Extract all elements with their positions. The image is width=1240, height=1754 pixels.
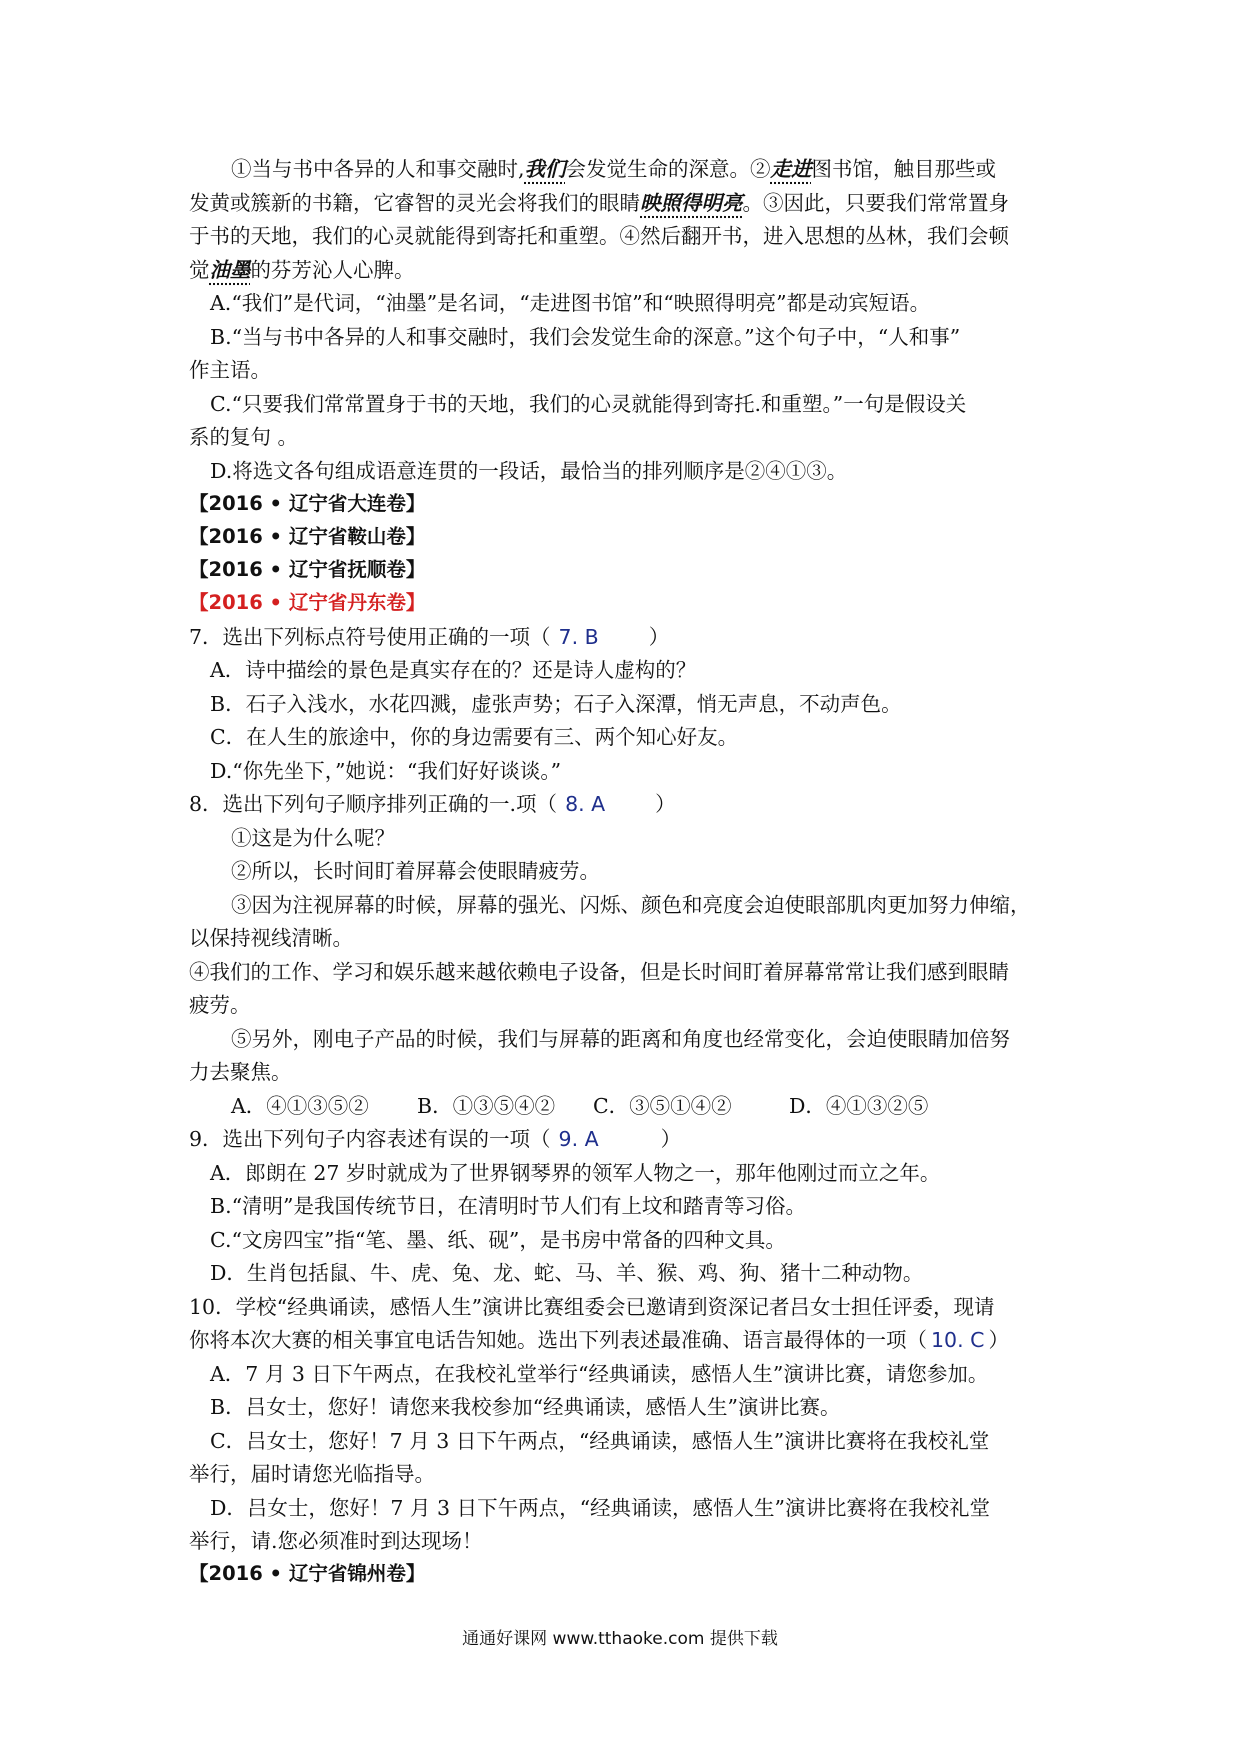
q8-sentence-1: ①这是为什么呢？ [231, 826, 395, 850]
q8-sentence-5-cont: 力去聚焦。 [189, 1060, 292, 1084]
q8-sentence-4: ④我们的工作、学习和娱乐越来越依赖电子设备，但是长时间盯着屏幕常常让我们感到眼睛 [189, 960, 1009, 984]
q10-option-b: B．吕女士，您好！请您来我校参加“经典诵读，感悟人生”演讲比赛。 [210, 1395, 841, 1419]
q10-stem-1: 10．学校“经典诵读，感悟人生”演讲比赛组委会已邀请到资深记者吕女士担任评委，现请 [189, 1295, 995, 1319]
passage-option-d: D.将选文各句组成语意连贯的一段话，最恰当的排列顺序是②④①③。 [210, 459, 848, 483]
q8-sentence-5: ⑤另外，刚电子产品的时候，我们与屏幕的距离和角度也经常变化，会迫使眼睛加倍努 [231, 1027, 1010, 1051]
q8-option-c: C．③⑤①④② [593, 1094, 732, 1118]
header-jinzhou: 【2016 • 辽宁省锦州卷】 [189, 1562, 426, 1585]
page-footer: 通通好课网 www.tthaoke.com 提供下载 [462, 1629, 778, 1649]
passage-option-b: B.“当与书中各异的人和事交融时，我们会发觉生命的深意。”这个句子中，“人和事” [210, 325, 961, 349]
passage-line-3: 于书的天地，我们的心灵就能得到寄托和重塑。④然后翻开书，进入思想的丛林，我们会顿 [189, 224, 1009, 248]
q7-stem: 7．选出下列标点符号使用正确的一项（ 7. B ） [189, 625, 670, 649]
emph-yingzhao: 映照得明亮 [640, 191, 743, 215]
q8-sentence-3-cont: 以保持视线清晰。 [189, 926, 353, 950]
q7-option-a: A．诗中描绘的景色是真实存在的？还是诗人虚构的？ [210, 658, 697, 682]
q9-option-c: C.“文房四宝”指“笔、墨、纸、砚”，是书房中常备的四种文具。 [210, 1228, 786, 1252]
q8-option-b: B．①③⑤④② [417, 1094, 556, 1118]
emph-women: 我们 [524, 157, 566, 181]
q9-option-a: A．郎朗在 27 岁时就成为了世界钢琴界的领军人物之一，那年他刚过而立之年。 [210, 1161, 941, 1185]
q8-option-d: D．④①③②⑤ [789, 1094, 929, 1118]
q8-options [231, 1089, 928, 1123]
q9-answer: 9. A [558, 1127, 599, 1151]
q10-option-c: C．吕女士，您好！7 月 3 日下午两点，“经典诵读，感悟人生”演讲比赛将在我校礼堂 [210, 1429, 990, 1453]
q7-option-b: B．石子入浅水，水花四溅，虚张声势；石子入深潭，悄无声息，不动声色。 [210, 692, 902, 716]
passage-option-b-cont: 作主语。 [189, 358, 271, 382]
q8-answer: 8. A [565, 792, 606, 816]
q10-option-d-cont: 举行，请.您必须准时到达现场！ [189, 1529, 483, 1553]
q8-sentence-2: ②所以，长时间盯着屏幕会使眼睛疲劳。 [231, 859, 600, 883]
passage-option-c-cont: 系的复句 。 [189, 425, 299, 449]
q9-option-d: D．生肖包括鼠、牛、虎、兔、龙、蛇、马、羊、猴、鸡、狗、猪十二种动物。 [210, 1261, 924, 1285]
header-dalian: 【2016 • 辽宁省大连卷】 [189, 492, 426, 515]
q10-option-d: D．吕女士，您好！7 月 3 日下午两点，“经典诵读，感悟人生”演讲比赛将在我校礼堂 [210, 1496, 991, 1520]
q8-stem: 8．选出下列句子顺序排列正确的一.项（ 8. A ） [189, 792, 676, 816]
q7-option-d: D.“你先坐下，”她说：“我们好好谈谈。” [210, 759, 562, 783]
passage-option-c: C.“只要我们常常置身于书的天地，我们的心灵就能得到寄托.和重塑。”一句是假设关 [210, 392, 967, 416]
emph-youmo: 油墨 [209, 258, 251, 282]
q7-option-c: C．在人生的旅途中，你的身边需要有三、两个知心好友。 [210, 725, 739, 749]
passage-line-1: ①当与书中各异的人和事交融时,我们会发觉生命的深意。②走进图书馆，触目那些或 [231, 157, 997, 181]
emph-zoujin: 走进 [770, 157, 812, 181]
header-anshan: 【2016 • 辽宁省鞍山卷】 [189, 525, 426, 548]
header-fushun: 【2016 • 辽宁省抚顺卷】 [189, 558, 426, 581]
passage-option-a: A.“我们”是代词，“油墨”是名词，“走进图书馆”和“映照得明亮”都是动宾短语。 [210, 291, 931, 315]
q10-option-a: A．7 月 3 日下午两点，在我校礼堂举行“经典诵读，感悟人生”演讲比赛，请您参加。 [210, 1362, 989, 1386]
q8-sentence-4-cont: 疲劳。 [189, 993, 251, 1017]
q10-stem-2: 你将本次大赛的相关事宜电话告知她。选出下列表述最准确、语言最得体的一项（ 10. C ） [189, 1328, 1009, 1352]
passage-line-2: 发黄或簇新的书籍，它睿智的灵光会将我们的眼睛映照得明亮。③因此，只要我们常常置身 [189, 191, 1009, 215]
q10-answer: 10. C [931, 1328, 985, 1352]
q9-stem: 9．选出下列句子内容表述有误的一项（ 9. A ） [189, 1127, 682, 1151]
q8-option-a: A．④①③⑤② [231, 1094, 369, 1118]
q8-sentence-3: ③因为注视屏幕的时候，屏幕的强光、闪烁、颜色和亮度会迫使眼部肌肉更加努力伸缩， [231, 893, 1031, 917]
header-dandong: 【2016 • 辽宁省丹东卷】 [189, 591, 426, 614]
q7-answer: 7. B [558, 625, 599, 649]
q10-option-c-cont: 举行，届时请您光临指导。 [189, 1462, 435, 1486]
passage-line-4: 觉油墨的芬芳沁人心脾。 [189, 258, 415, 282]
q9-option-b: B.“清明”是我国传统节日，在清明时节人们有上坟和踏青等习俗。 [210, 1194, 807, 1218]
